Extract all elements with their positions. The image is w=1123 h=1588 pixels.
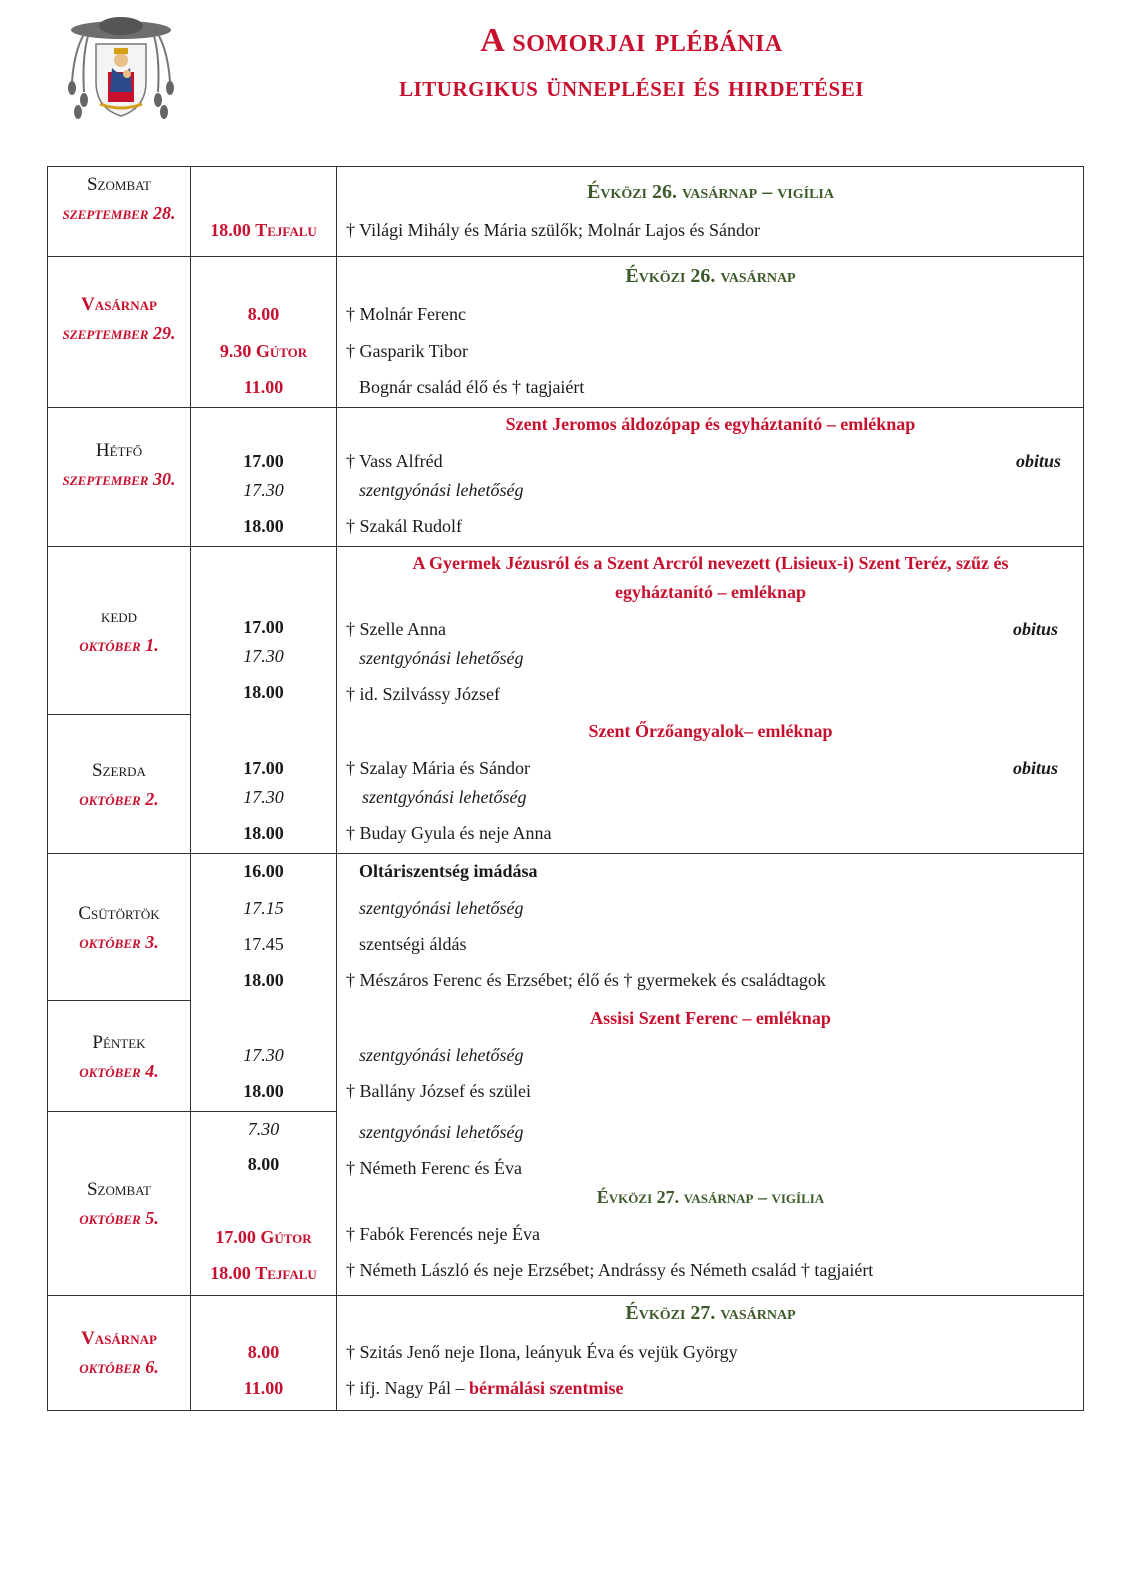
day-cell-oct4	[48, 1028, 190, 1086]
mass-time: 18.00	[243, 823, 284, 843]
day-name: Vasárnap	[81, 294, 157, 315]
mass-time: 11.00	[243, 1378, 284, 1398]
day-date: október 5.	[79, 1208, 159, 1228]
confession-note: szentgyónási lehetőség	[359, 1122, 524, 1142]
day-cell-oct5	[48, 1175, 190, 1233]
mass-time: 8.00	[247, 1154, 280, 1174]
mass-time: 18.00	[243, 682, 284, 702]
mass-time: 17.00	[243, 617, 284, 637]
mass-time: 18.00 Tejfalu	[210, 1263, 317, 1283]
obitus-label: obitus	[1013, 619, 1059, 639]
obitus-label: obitus	[1016, 451, 1062, 471]
intention: † Szelle Anna	[346, 619, 446, 639]
blessing-note: szentségi áldás	[359, 934, 467, 954]
confession-time: 17.15	[243, 898, 284, 918]
mass-time: 18.00	[243, 1081, 284, 1101]
day-name: kedd	[100, 606, 138, 627]
blessing-time: 17.45	[243, 934, 284, 954]
mass-time: 8.00	[247, 304, 280, 324]
mass-time: 11.00	[243, 377, 284, 397]
mass-time: 18.00 Tejfalu	[210, 220, 317, 240]
intention: † Ballány József és szülei	[346, 1081, 531, 1101]
adoration-time: 16.00	[243, 861, 284, 881]
day-cell-oct6	[48, 1324, 190, 1382]
feast-heading: Szent Jeromos áldozópap és egyháztanító – emléknap	[505, 414, 916, 434]
confession-time: 17.30	[243, 480, 284, 500]
feast-heading: Évközi 26. vasárnap	[625, 265, 796, 287]
feast-heading: Évközi 26. vasárnap – vigília	[586, 181, 834, 203]
intention: † Mészáros Ferenc és Erzsébet; élő és † gyermekek és családtagok	[346, 970, 826, 990]
intention: Bognár család élő és † tagjaiért	[359, 377, 585, 397]
mass-time: 17.00	[243, 451, 284, 471]
confession-note: szentgyónási lehetőség	[359, 1045, 524, 1065]
obitus-label: obitus	[1013, 758, 1059, 778]
confession-time: 17.30	[243, 1045, 284, 1065]
day-cell-oct1	[48, 602, 190, 660]
day-date: szeptember 28.	[62, 203, 176, 223]
mass-time: 17.00	[243, 758, 284, 778]
intention: † id. Szilvássy József	[346, 684, 500, 704]
page-title-line1: A somorjai plébánia	[480, 22, 783, 59]
confession-time: 17.30	[243, 787, 284, 807]
day-name: Péntek	[92, 1032, 146, 1053]
intention: † Szitás Jenő neje Ilona, leányuk Éva és vejük György	[346, 1342, 738, 1362]
adoration-note: Oltáriszentség imádása	[359, 861, 538, 881]
day-name: Szombat	[86, 1179, 151, 1200]
day-cell-oct3	[48, 899, 190, 957]
confession-note: szentgyónási lehetőség	[359, 898, 524, 918]
feast-heading: Évközi 27. vasárnap – vigília	[596, 1187, 825, 1207]
day-date: október 1.	[79, 635, 159, 655]
intention: † Fabók Ferencés neje Éva	[346, 1224, 540, 1244]
day-name: Csütörtök	[78, 903, 160, 924]
day-cell-sep28	[48, 170, 190, 228]
intention: † Vass Alfréd	[346, 451, 443, 471]
intention: † Németh László és neje Erzsébet; Andrássy és Németh család † tagjaiért	[346, 1260, 874, 1280]
mass-time: 17.00 Gútor	[215, 1227, 312, 1247]
mass-time: 18.00	[243, 516, 284, 536]
day-date: október 4.	[79, 1061, 159, 1081]
feast-heading: egyháztanító – emléknap	[615, 582, 806, 602]
day-cell-sep30	[48, 436, 190, 494]
page-title-line2: liturgikus ünneplései és hirdetései	[399, 70, 864, 103]
feast-heading: Szent Őrzőangyalok– emléknap	[588, 721, 833, 741]
intention: † ifj. Nagy Pál – bérmálási szentmise	[346, 1378, 624, 1398]
intention: † Gasparik Tibor	[346, 341, 469, 361]
day-name: Hétfő	[95, 440, 143, 461]
confirmation-mass-label: bérmálási szentmise	[469, 1378, 624, 1398]
day-date: szeptember 29.	[62, 323, 176, 343]
day-cell-oct2	[48, 756, 190, 814]
mass-time: 8.00	[247, 1342, 280, 1362]
confession-note: szentgyónási lehetőség	[362, 787, 527, 807]
day-name: Vasárnap	[81, 1328, 157, 1349]
mass-time: 18.00	[243, 970, 284, 990]
mass-time: 9.30 Gútor	[219, 341, 308, 361]
confession-note: szentgyónási lehetőség	[359, 648, 524, 668]
day-date: október 3.	[79, 932, 159, 952]
feast-heading: Assisi Szent Ferenc – emléknap	[590, 1008, 831, 1028]
feast-heading: Évközi 27. vasárnap	[625, 1302, 796, 1324]
intention: † Világi Mihály és Mária szülők; Molnár Lajos és Sándor	[346, 220, 761, 240]
feast-heading: A Gyermek Jézusról és a Szent Arcról nevezett (Lisieux-i) Szent Teréz, szűz és	[412, 553, 1009, 573]
confession-time: 7.30	[247, 1119, 280, 1139]
intention: † Szalay Mária és Sándor	[346, 758, 530, 778]
intention: † Buday Gyula és neje Anna	[346, 823, 552, 843]
day-name: Szerda	[92, 760, 146, 781]
intention: † Németh Ferenc és Éva	[346, 1158, 522, 1178]
intention: † Szakál Rudolf	[346, 516, 462, 536]
day-cell-sep29	[48, 290, 190, 348]
day-date: október 6.	[79, 1357, 159, 1377]
day-name: Szombat	[86, 174, 151, 195]
day-date: szeptember 30.	[62, 469, 176, 489]
confession-time: 17.30	[243, 646, 284, 666]
confession-note: szentgyónási lehetőség	[359, 480, 524, 500]
day-date: október 2.	[79, 789, 159, 809]
intention: † Molnár Ferenc	[346, 304, 466, 324]
